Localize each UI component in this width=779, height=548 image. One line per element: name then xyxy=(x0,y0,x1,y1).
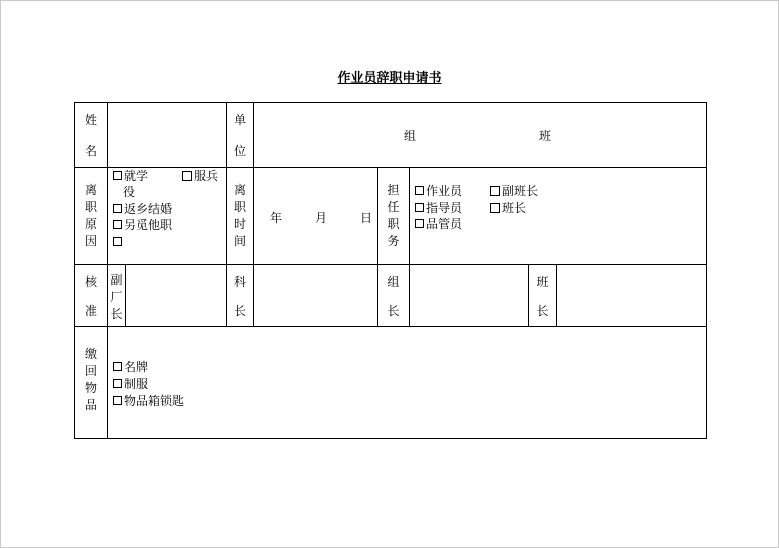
checkbox-icon[interactable] xyxy=(113,362,122,371)
reason-hometown[interactable]: 返乡结婚 xyxy=(113,201,172,218)
shift-label: 班 xyxy=(539,129,552,143)
position-qc[interactable]: 品管员 xyxy=(415,216,462,233)
form-title: 作业员辞职申请书 xyxy=(337,71,442,86)
group-label: 组 xyxy=(404,129,417,143)
reason-military[interactable]: 服兵 xyxy=(182,168,218,185)
resignation-form xyxy=(74,102,707,439)
position-operator[interactable]: 作业员 xyxy=(415,183,462,200)
shift-leader-label: 班 长 xyxy=(529,265,557,327)
item-locker-key[interactable]: 物品箱锁匙 xyxy=(113,393,184,410)
return-items-list xyxy=(108,327,707,439)
leave-date-field[interactable] xyxy=(254,168,378,265)
section-chief-sign[interactable] xyxy=(254,265,378,327)
reason-study[interactable]: 就学 xyxy=(113,168,148,185)
date-day: 日 xyxy=(360,210,373,225)
unit-field[interactable] xyxy=(254,103,707,168)
checkbox-icon[interactable] xyxy=(490,186,500,196)
checkbox-icon[interactable] xyxy=(113,220,122,229)
reason-military-cont: 役 xyxy=(123,185,136,199)
leave-time-label: 离 职 时 间 xyxy=(227,168,254,265)
checkbox-icon[interactable] xyxy=(415,203,424,212)
checkbox-icon[interactable] xyxy=(113,396,122,405)
checkbox-icon[interactable] xyxy=(182,171,192,181)
position-instructor[interactable]: 指导员 xyxy=(415,200,462,217)
unit-label: 单 位 xyxy=(227,103,254,168)
date-month: 月 xyxy=(315,210,328,225)
reason-options xyxy=(108,168,227,265)
checkbox-icon[interactable] xyxy=(113,171,122,180)
shift-leader-sign[interactable] xyxy=(557,265,707,327)
checkbox-icon[interactable] xyxy=(113,204,122,213)
checkbox-icon[interactable] xyxy=(113,379,122,388)
checkbox-icon[interactable] xyxy=(490,203,500,213)
checkbox-icon[interactable] xyxy=(415,186,424,195)
name-field[interactable] xyxy=(108,103,227,168)
group-leader-sign[interactable] xyxy=(410,265,529,327)
date-year: 年 xyxy=(270,210,283,225)
position-options xyxy=(410,168,707,265)
checkbox-icon[interactable] xyxy=(415,219,424,228)
reason-blank[interactable] xyxy=(113,234,124,251)
reason-label: 离 职 原 因 xyxy=(75,168,108,265)
section-chief-label: 科 长 xyxy=(227,265,254,327)
group-leader-label: 组 长 xyxy=(378,265,410,327)
return-items-label: 缴 回 物 品 xyxy=(75,327,108,439)
item-uniform[interactable]: 制服 xyxy=(113,376,148,393)
approve-label: 核 准 xyxy=(75,265,108,327)
deputy-director-label: 副 厂 长 xyxy=(108,265,126,327)
checkbox-icon[interactable] xyxy=(113,237,122,246)
name-label: 姓 名 xyxy=(75,103,108,168)
reason-other-job[interactable]: 另觅他职 xyxy=(113,217,172,234)
deputy-director-sign[interactable] xyxy=(126,265,227,327)
position-shift-leader[interactable]: 班长 xyxy=(490,200,526,217)
position-label: 担 任 职 务 xyxy=(378,168,410,265)
position-deputy-shift-leader[interactable]: 副班长 xyxy=(490,183,538,200)
item-nameplate[interactable]: 名牌 xyxy=(113,359,148,376)
